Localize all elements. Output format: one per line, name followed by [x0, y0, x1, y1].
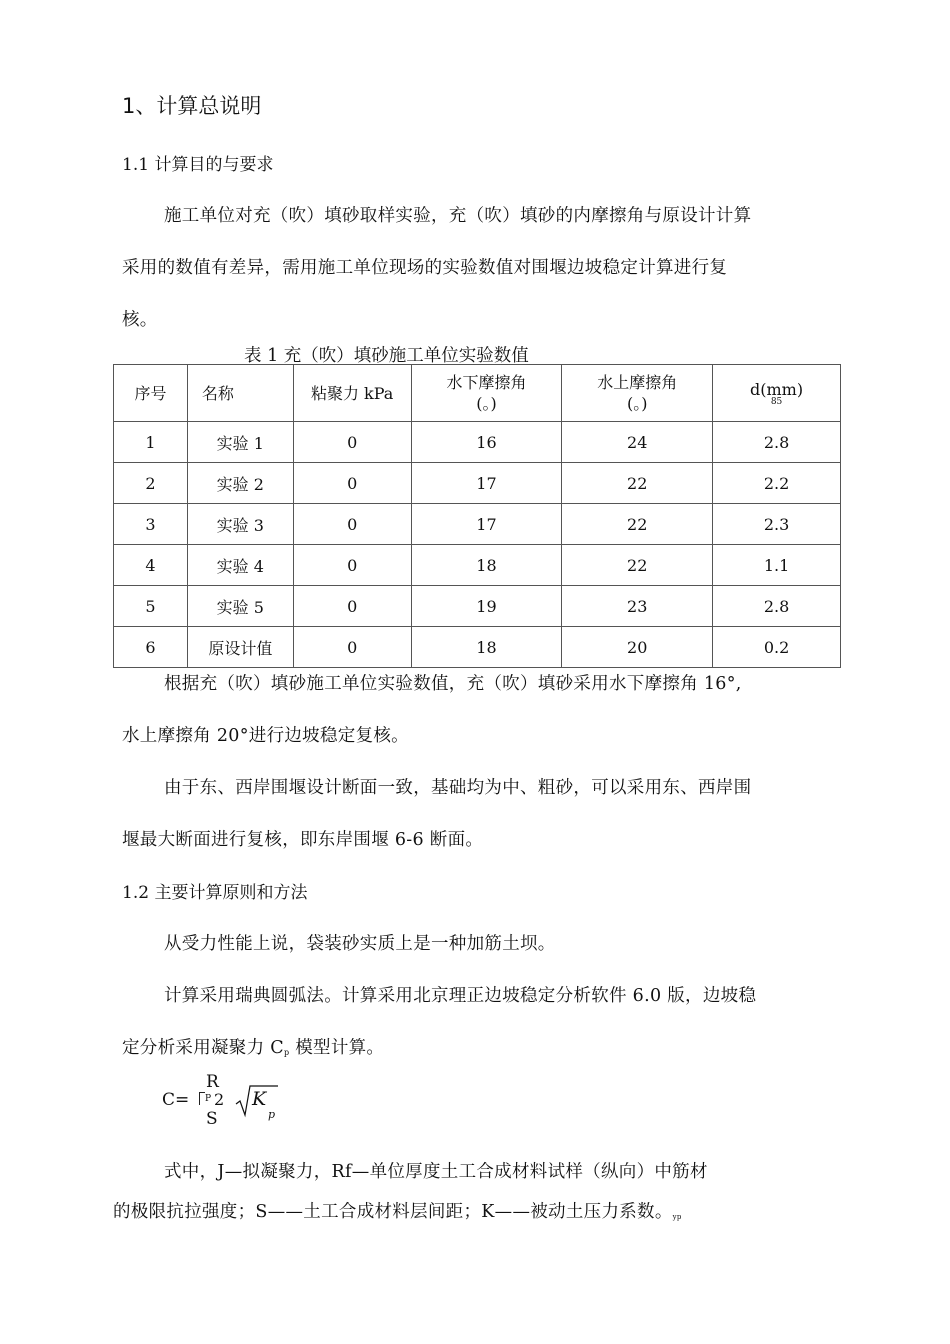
paragraph-line: 从受力性能上说，袋装砂实质上是一种加筋土坝。	[164, 934, 556, 954]
header-cohesion: 粘聚力 kPa	[293, 365, 411, 422]
cell-underwater: 18	[411, 545, 562, 586]
header-d85	[713, 365, 841, 422]
paragraph-line: 核。	[122, 310, 158, 330]
cell-underwater: 17	[411, 463, 562, 504]
text-main: 的极限抗拉强度；S——土工合成材料层间距；K——被动土压力系数。	[113, 1202, 673, 1222]
table-caption: 表 1 充（吹）填砂施工单位实验数值	[244, 346, 529, 366]
cell-d85: 2.3	[713, 504, 841, 545]
table-row	[114, 504, 841, 545]
cohesion-formula	[162, 1072, 302, 1132]
text-tail: yp	[672, 1213, 682, 1221]
cell-cohesion: 0	[293, 586, 411, 627]
header-d-main: d(mm)	[750, 380, 804, 399]
cell-name: 实验 1	[187, 422, 293, 463]
text-suffix: 模型计算。	[289, 1038, 385, 1058]
header-seq: 序号	[114, 365, 188, 422]
cell-name: 实验 5	[187, 586, 293, 627]
cell-abovewater: 22	[562, 504, 713, 545]
paragraph-line: 式中，J—拟凝聚力，Rf—单位厚度土工合成材料试样（纵向）中筋材	[164, 1162, 708, 1182]
cell-cohesion: 0	[293, 504, 411, 545]
text-subscript: p	[283, 1048, 290, 1057]
cell-seq: 4	[114, 545, 188, 586]
cell-name: 实验 4	[187, 545, 293, 586]
cell-seq: 6	[114, 627, 188, 668]
cell-underwater: 18	[411, 627, 562, 668]
formula-denominator: S	[206, 1109, 218, 1129]
subsection-heading-1-1: 1.1 计算目的与要求	[122, 155, 274, 175]
header-d-sub: 85	[770, 397, 783, 407]
paragraph-line: 采用的数值有差异，需用施工单位现场的实验数值对围堰边坡稳定计算进行复	[122, 258, 728, 278]
header-underwater-line1: 水下摩擦角	[446, 373, 527, 392]
cell-abovewater: 22	[562, 545, 713, 586]
cell-d85: 2.2	[713, 463, 841, 504]
paragraph-line: 根据充（吹）填砂施工单位实验数值，充（吹）填砂采用水下摩擦角 16°,	[164, 674, 742, 694]
header-underwater-angle	[411, 365, 562, 422]
paragraph-line: 施工单位对充（吹）填砂取样实验，充（吹）填砂的内摩擦角与原设计计算	[164, 206, 752, 226]
table-row	[114, 463, 841, 504]
paragraph-line: 由于东、西岸围堰设计断面一致，基础均为中、粗砂，可以采用东、西岸围	[164, 778, 752, 798]
cell-d85: 2.8	[713, 422, 841, 463]
table-header-row	[114, 365, 841, 422]
cell-underwater: 19	[411, 586, 562, 627]
text-prefix: 定分析采用凝聚力 C	[122, 1038, 284, 1058]
cell-name: 实验 2	[187, 463, 293, 504]
paragraph-line	[113, 1198, 682, 1223]
cell-cohesion: 0	[293, 422, 411, 463]
cell-underwater: 17	[411, 504, 562, 545]
formula-p-subscript: P	[205, 1094, 212, 1104]
section-heading: 1、计算总说明	[122, 94, 262, 118]
header-name: 名称	[187, 365, 293, 422]
cell-abovewater: 22	[562, 463, 713, 504]
subsection-heading-1-2: 1.2 主要计算原则和方法	[122, 883, 308, 903]
cell-name: 实验 3	[187, 504, 293, 545]
table-row	[114, 627, 841, 668]
cell-seq: 2	[114, 463, 188, 504]
cell-seq: 3	[114, 504, 188, 545]
formula-numerator: R	[206, 1072, 219, 1092]
paragraph-line: 堰最大断面进行复核，即东岸围堰 6-6 断面。	[122, 830, 484, 850]
formula-lhs: C=	[162, 1090, 190, 1110]
formula-two: 2	[214, 1090, 225, 1109]
header-underwater-line2: (。)	[476, 394, 497, 413]
cell-cohesion: 0	[293, 463, 411, 504]
cell-abovewater: 23	[562, 586, 713, 627]
cell-cohesion: 0	[293, 627, 411, 668]
cell-d85: 0.2	[713, 627, 841, 668]
cell-underwater: 16	[411, 422, 562, 463]
paragraph-line	[122, 1034, 384, 1059]
table-row	[114, 545, 841, 586]
header-abovewater-line2: (。)	[626, 394, 648, 413]
cell-d85: 2.8	[713, 586, 841, 627]
formula-k: K	[252, 1088, 267, 1110]
cell-seq: 5	[114, 586, 188, 627]
cell-abovewater: 24	[562, 422, 713, 463]
paragraph-line: 计算采用瑞典圆弧法。计算采用北京理正边坡稳定分析软件 6.0 版，边坡稳	[164, 986, 757, 1006]
cell-d85: 1.1	[713, 545, 841, 586]
cell-seq: 1	[114, 422, 188, 463]
cell-cohesion: 0	[293, 545, 411, 586]
table-row	[114, 586, 841, 627]
cell-abovewater: 20	[562, 627, 713, 668]
paragraph-line: 水上摩擦角 20°进行边坡稳定复核。	[122, 726, 409, 746]
header-abovewater-line1: 水上摩擦角	[597, 373, 678, 392]
table-row	[114, 422, 841, 463]
header-abovewater-angle	[562, 365, 713, 422]
formula-k-subscript: p	[268, 1108, 276, 1121]
cell-name: 原设计值	[187, 627, 293, 668]
experiment-table	[113, 364, 841, 668]
